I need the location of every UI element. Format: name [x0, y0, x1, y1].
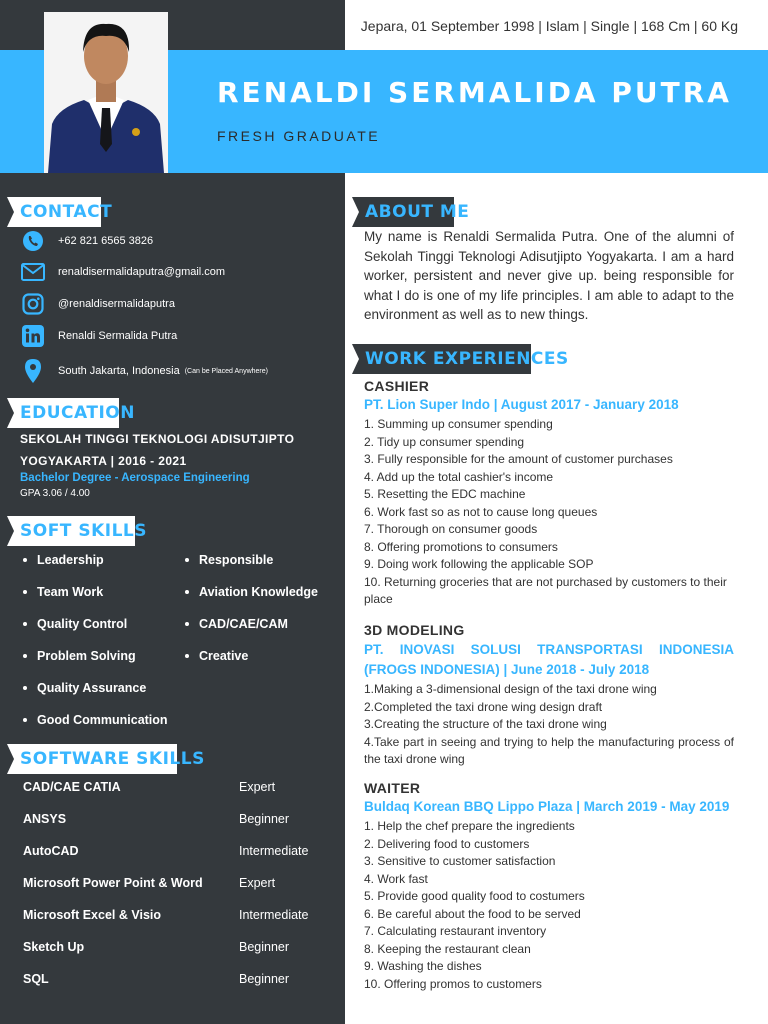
- duty-item: 3. Fully responsible for the amount of customer purchases: [364, 452, 673, 466]
- duty-item: 5. Resetting the EDC machine: [364, 487, 526, 501]
- duty-item: 9. Washing the dishes: [364, 959, 482, 973]
- software-name: Microsoft Power Point & Word: [23, 876, 203, 890]
- job-company: PT. Lion Super Indo | August 2017 - January 2018: [364, 397, 679, 412]
- education-degree: Bachelor Degree - Aerospace Engineering: [20, 472, 250, 484]
- location-text: South Jakarta, Indonesia: [58, 365, 180, 377]
- instagram-handle: @renaldisermalidaputra: [58, 298, 175, 310]
- about-text: My name is Renaldi Sermalida Putra. One of the alumni of Sekolah Tinggi Teknologi Adisutjipto Yogyakarta. I am a hard worker, persistent and never give up. being responsible for what I do is one of my life principles. I am able to adapt to the environment as well as to new things.: [364, 229, 734, 322]
- mail-icon: [20, 259, 46, 285]
- location-pin-icon: [20, 358, 46, 384]
- software-name: Sketch Up: [23, 940, 85, 954]
- job-title: CASHIER: [364, 378, 430, 394]
- phone-number: +62 821 6565 3826: [58, 235, 154, 247]
- contact-location: [20, 358, 268, 384]
- soft-skills-heading: SOFT SKILLS: [7, 516, 135, 546]
- software-name: ANSYS: [23, 812, 67, 826]
- duty-item: 1. Summing up consumer spending: [364, 417, 553, 431]
- duty-item: 4. Add up the total cashier's income: [364, 469, 554, 484]
- email-address: renaldisermalidaputra@gmail.com: [58, 266, 226, 278]
- software-name: AutoCAD: [23, 844, 79, 858]
- duty-item: 7. Calculating restaurant inventory: [364, 924, 547, 938]
- linkedin-icon: [20, 323, 46, 349]
- duty-item: 1.Making a 3-dimensional design of the taxi drone wing: [364, 682, 657, 696]
- duty-item: 1. Help the chef prepare the ingredients: [364, 819, 575, 833]
- linkedin-name: Renaldi Sermalida Putra: [58, 330, 178, 342]
- contact-linkedin: [20, 323, 177, 349]
- contact-phone: [20, 228, 153, 254]
- contact-instagram: [20, 291, 175, 317]
- soft-skill-item: Good Communication: [23, 713, 168, 727]
- education-school: SEKOLAH TINGGI TEKNOLOGI ADISUTJIPTO YOGYAKARTA | 2016 - 2021: [20, 432, 295, 468]
- soft-skill-item: Creative: [185, 649, 248, 663]
- duty-item: 10. Returning groceries that are not purchased by customers to their place: [364, 574, 727, 606]
- personal-info-bar: [345, 0, 768, 50]
- software-name: SQL: [23, 972, 49, 986]
- personal-info: Jepara, 01 September 1998 | Islam | Single | 168 Cm | 60 Kg: [360, 18, 738, 34]
- job-duties: [364, 416, 734, 609]
- duty-item: 7. Thorough on consumer goods: [364, 522, 538, 536]
- duty-item: 4. Work fast: [364, 871, 428, 886]
- duty-item: 6. Work fast so as not to cause long queues: [364, 504, 598, 519]
- contact-heading: CONTACT: [7, 197, 101, 227]
- duty-item: 3.Creating the structure of the taxi drone wing: [364, 717, 607, 731]
- software-level: Expert: [239, 876, 276, 890]
- software-name: CAD/CAE CATIA: [23, 780, 121, 794]
- duty-item: 8. Offering promotions to consumers: [364, 539, 558, 554]
- job-company: Buldaq Korean BBQ Lippo Plaza | March 2019 - May 2019: [364, 799, 730, 814]
- work-heading: WORK EXPERIENCES: [352, 344, 531, 374]
- profile-photo: [44, 12, 168, 173]
- soft-skill-item: Quality Assurance: [23, 681, 146, 695]
- duty-item: 10. Offering promos to customers: [364, 976, 542, 991]
- duty-item: 2.Completed the taxi drone wing design draft: [364, 699, 603, 714]
- job-title: WAITER: [364, 780, 421, 796]
- duty-item: 4.Take part in seeing and trying to help the manufacturing process of the taxi drone wing: [364, 734, 734, 766]
- duty-item: 3. Sensitive to customer satisfaction: [364, 854, 556, 868]
- about-heading: ABOUT ME: [352, 197, 454, 227]
- job-duties: [364, 681, 734, 769]
- whatsapp-icon: [20, 228, 46, 254]
- duty-item: 2. Tidy up consumer spending: [364, 434, 525, 449]
- soft-skill-item: Aviation Knowledge: [185, 585, 318, 599]
- software-level: Beginner: [239, 972, 290, 986]
- duty-item: 8. Keeping the restaurant clean: [364, 941, 531, 956]
- instagram-icon: [20, 291, 46, 317]
- software-skills-heading: SOFTWARE SKILLS: [7, 744, 177, 774]
- job-company: PT. INOVASI SOLUSI TRANSPORTASI INDONESIA (FROGS INDONESIA) | June 2018 - July 2018: [364, 642, 734, 677]
- job-duties: [364, 818, 734, 993]
- software-level: Expert: [239, 780, 276, 794]
- job-title: 3D MODELING: [364, 622, 465, 638]
- software-level: Beginner: [239, 812, 290, 826]
- software-level: Beginner: [239, 940, 290, 954]
- education-gpa: GPA 3.06 / 4.00: [20, 488, 90, 499]
- contact-email: [20, 259, 225, 285]
- duty-item: 5. Provide good quality food to costumers: [364, 889, 585, 903]
- soft-skill-item: Team Work: [23, 585, 103, 599]
- location-note: (Can be Placed Anywhere): [184, 367, 268, 375]
- soft-skill-item: CAD/CAE/CAM: [185, 617, 288, 631]
- software-level: Intermediate: [239, 908, 309, 922]
- candidate-name: RENALDI SERMALIDA PUTRA: [217, 76, 732, 109]
- duty-item: 2. Delivering food to customers: [364, 836, 530, 851]
- soft-skill-item: Quality Control: [23, 617, 127, 631]
- software-name: Microsoft Excel & Visio: [23, 908, 162, 922]
- soft-skill-item: Problem Solving: [23, 649, 136, 663]
- soft-skill-item: Responsible: [185, 553, 273, 567]
- duty-item: 9. Doing work following the applicable SOP: [364, 557, 594, 571]
- soft-skill-item: Leadership: [23, 553, 104, 567]
- education-heading: EDUCATION: [7, 398, 119, 428]
- software-level: Intermediate: [239, 844, 309, 858]
- duty-item: 6. Be careful about the food to be served: [364, 906, 581, 921]
- candidate-title: FRESH GRADUATE: [217, 128, 381, 144]
